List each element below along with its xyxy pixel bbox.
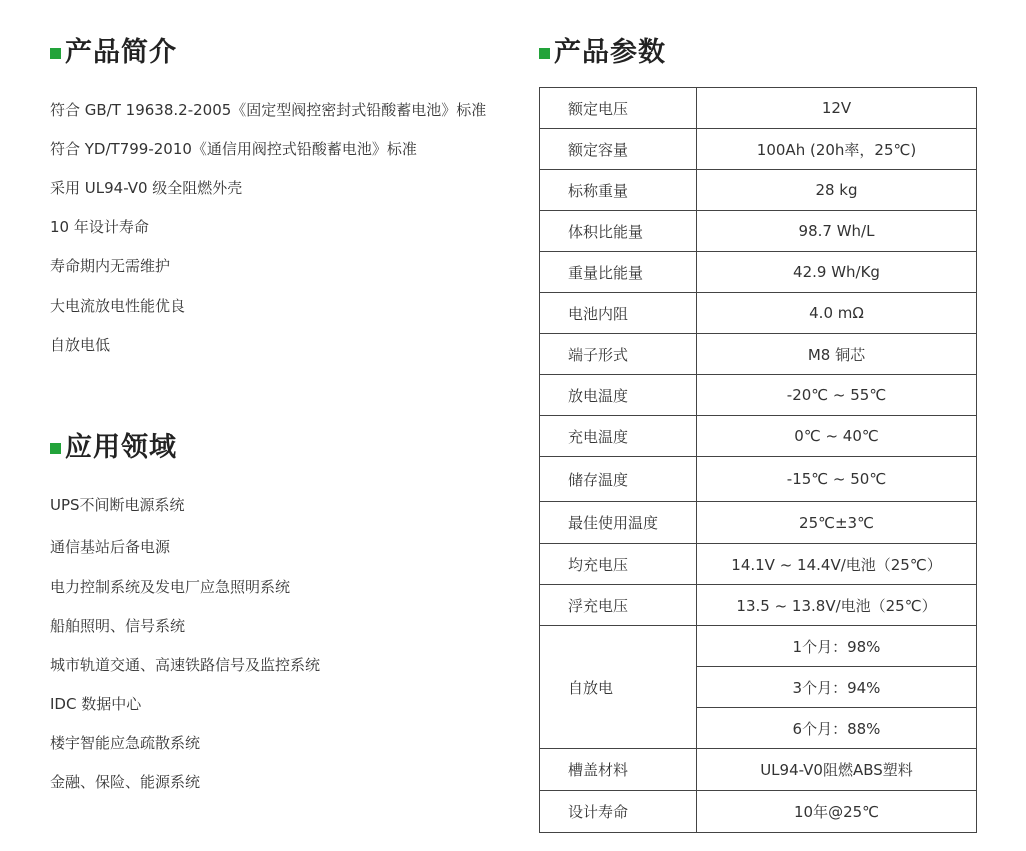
intro-item: 自放电低 [50,336,111,354]
intro-title: 产品简介 [65,37,177,68]
application-item: IDC 数据中心 [50,695,142,713]
param-key: 重量比能量 [540,252,697,293]
param-value: 98.7 Wh/L [697,211,977,252]
param-key: 额定电压 [540,88,697,129]
param-value: 1个月：98% [697,626,977,667]
param-value: 25℃±3℃ [697,502,977,544]
green-square-icon [50,443,61,454]
params-table [539,87,977,833]
application-item: 城市轨道交通、高速铁路信号及监控系统 [50,656,321,674]
param-key: 额定容量 [540,129,697,170]
param-row [540,211,977,252]
param-row [540,544,977,585]
param-key: 均充电压 [540,544,697,585]
param-key: 端子形式 [540,334,697,375]
intro-item: 10 年设计寿命 [50,218,149,236]
param-key: 标称重量 [540,170,697,211]
param-value: 3个月：94% [697,667,977,708]
param-value: 0℃ ~ 40℃ [697,416,977,457]
application-item: 船舶照明、信号系统 [50,617,186,635]
application-item: UPS不间断电源系统 [50,496,185,514]
param-row [540,375,977,416]
param-value: 42.9 Wh/Kg [697,252,977,293]
param-key: 槽盖材料 [540,749,697,791]
param-value: 12V [697,88,977,129]
param-row [540,749,977,791]
param-row [540,457,977,502]
application-item: 楼宇智能应急疏散系统 [50,734,201,752]
param-row [540,502,977,544]
param-value: -20℃ ~ 55℃ [697,375,977,416]
param-value: UL94-V0阻燃ABS塑料 [697,749,977,791]
param-row [540,791,977,833]
param-value: -15℃ ~ 50℃ [697,457,977,502]
intro-item: 采用 UL94-V0 级全阻燃外壳 [50,179,243,197]
intro-item: 寿命期内无需维护 [50,257,171,275]
params-heading [539,30,666,69]
params-title: 产品参数 [554,37,666,68]
param-value: 100Ah (20h率，25℃) [697,129,977,170]
param-row [540,252,977,293]
param-value: 14.1V ~ 14.4V/电池（25℃） [697,544,977,585]
applications-heading [50,425,177,464]
param-value: 6个月：88% [697,708,977,749]
intro-heading [50,30,177,69]
param-key: 自放电 [540,626,697,749]
param-key: 浮充电压 [540,585,697,626]
param-key: 电池内阻 [540,293,697,334]
green-square-icon [50,48,61,59]
param-value: 4.0 mΩ [697,293,977,334]
param-row [540,129,977,170]
param-row [540,293,977,334]
param-key: 放电温度 [540,375,697,416]
param-value: 13.5 ~ 13.8V/电池（25℃） [697,585,977,626]
param-row [540,585,977,626]
param-key: 设计寿命 [540,791,697,833]
param-key: 最佳使用温度 [540,502,697,544]
intro-item: 符合 YD/T799-2010《通信用阀控式铅酸蓄电池》标准 [50,140,417,158]
param-row [540,88,977,129]
application-item: 通信基站后备电源 [50,538,171,556]
application-item: 金融、保险、能源系统 [50,773,201,791]
param-key: 储存温度 [540,457,697,502]
green-square-icon [539,48,550,59]
param-row [540,416,977,457]
param-key: 充电温度 [540,416,697,457]
application-item: 电力控制系统及发电厂应急照明系统 [50,578,291,596]
param-row [540,334,977,375]
param-row [540,626,977,667]
intro-item: 符合 GB/T 19638.2-2005《固定型阀控密封式铅酸蓄电池》标准 [50,101,487,119]
param-value: 10年@25℃ [697,791,977,833]
param-value: M8 铜芯 [697,334,977,375]
param-key: 体积比能量 [540,211,697,252]
applications-title: 应用领域 [65,432,177,463]
param-value: 28 kg [697,170,977,211]
param-row [540,170,977,211]
intro-item: 大电流放电性能优良 [50,297,186,315]
